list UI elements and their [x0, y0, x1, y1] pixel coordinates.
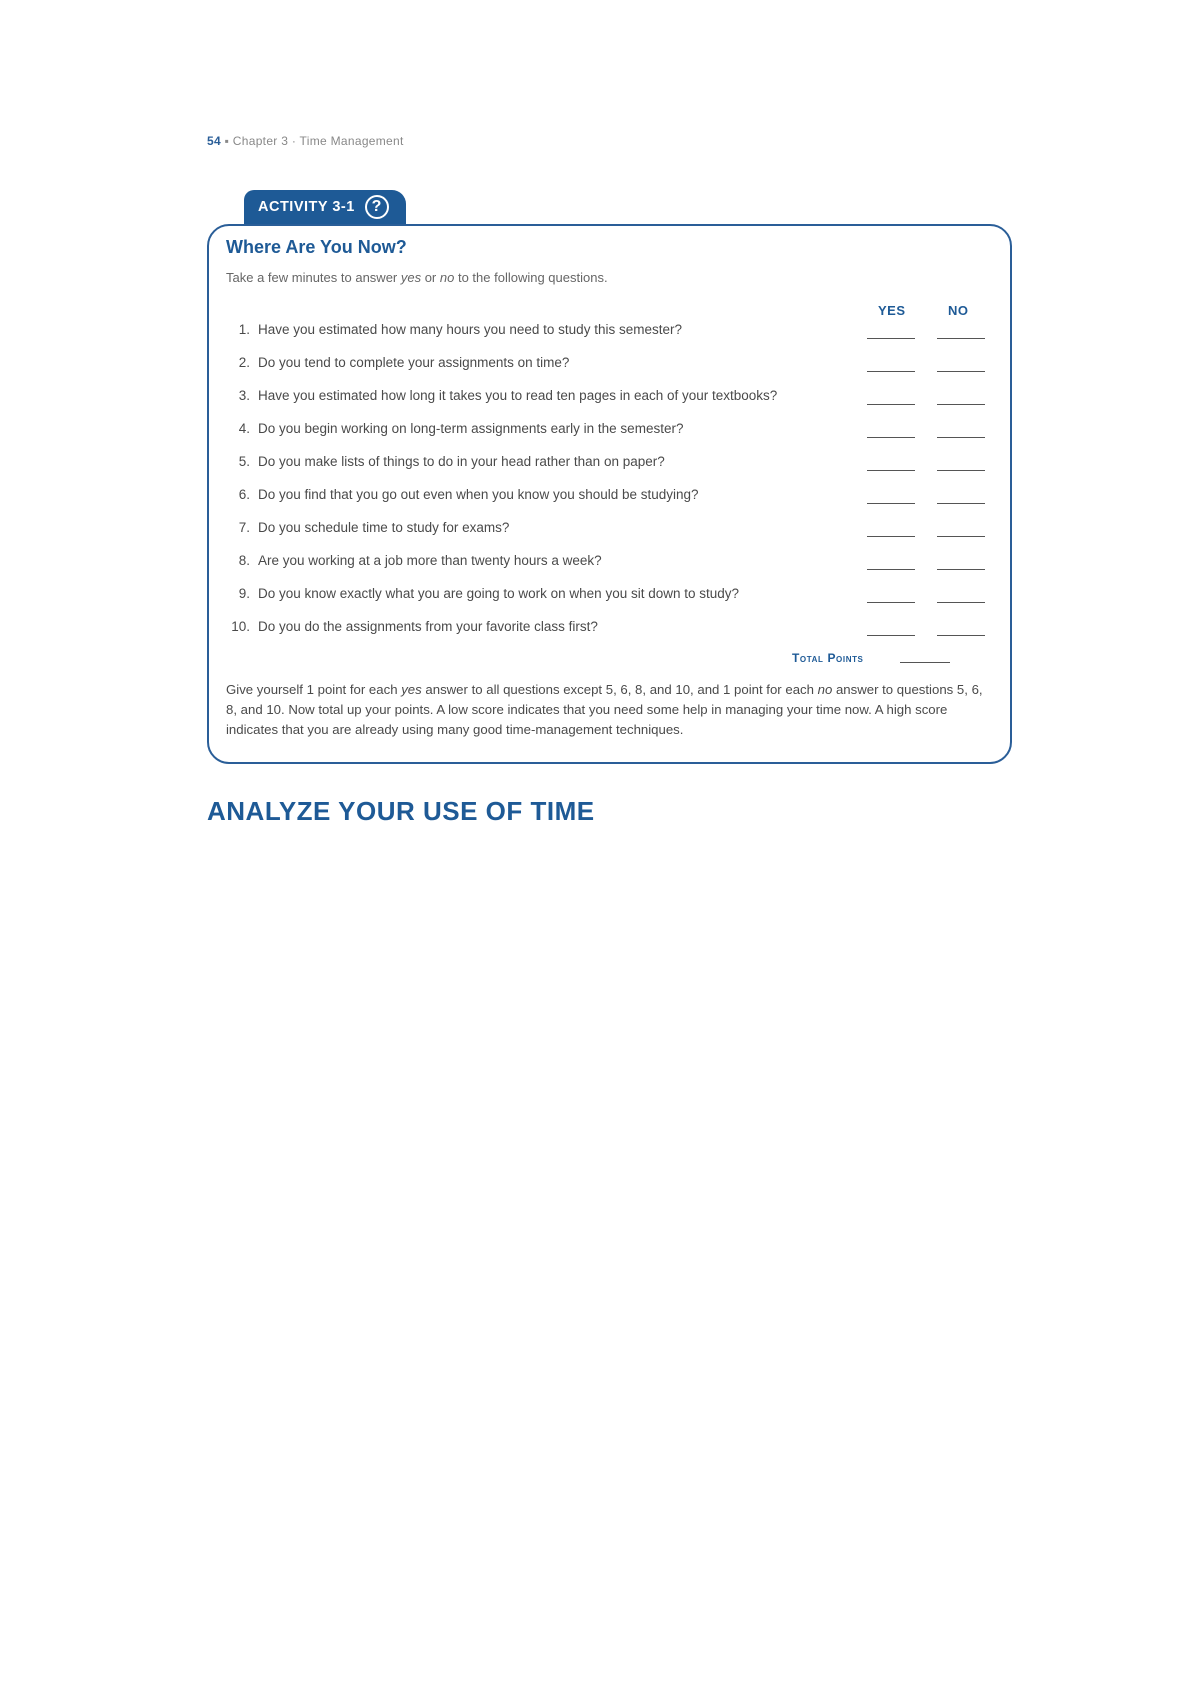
question-text: Do you tend to complete your assignments on time?	[258, 355, 570, 370]
question-number: 2.	[238, 355, 250, 370]
activity-label: ACTIVITY 3-1	[258, 199, 355, 215]
question-number: 9.	[238, 586, 250, 601]
question-row	[226, 421, 986, 441]
question-row	[226, 322, 986, 342]
yes-answer-blank[interactable]	[867, 437, 915, 438]
question-text: Do you do the assignments from your favorite class first?	[258, 619, 598, 634]
question-row	[226, 520, 986, 540]
question-row	[226, 454, 986, 474]
instructions: Take a few minutes to answer yes or no to the following questions.	[226, 270, 608, 285]
yes-answer-blank[interactable]	[867, 371, 915, 372]
no-answer-blank[interactable]	[937, 503, 985, 504]
yes-answer-blank[interactable]	[867, 470, 915, 471]
yes-answer-blank[interactable]	[867, 404, 915, 405]
scoring-instructions: Give yourself 1 point for each yes answer to all questions except 5, 6, 8, and 10, and 1 point for each no answer to questions 5, 6, 8, and 10. Now total up your points. A low score indicates that you need some help in managing your time now. A high score indicates that you are already using many good time-management techniques.	[226, 682, 983, 737]
question-text: Do you find that you go out even when you know you should be studying?	[258, 487, 699, 502]
yes-answer-blank[interactable]	[867, 569, 915, 570]
question-text: Do you begin working on long-term assignments early in the semester?	[258, 421, 684, 436]
question-number: 10.	[231, 619, 250, 634]
question-row	[226, 553, 986, 573]
page-number: 54	[207, 134, 221, 148]
question-number: 3.	[238, 388, 250, 403]
chapter-title: Chapter 3 · Time Management	[232, 134, 404, 148]
yes-answer-blank[interactable]	[867, 536, 915, 537]
question-text: Are you working at a job more than twenty hours a week?	[258, 553, 602, 568]
yes-answer-blank[interactable]	[867, 602, 915, 603]
no-answer-blank[interactable]	[937, 404, 985, 405]
yes-column-header: YES	[878, 303, 906, 318]
question-number: 7.	[238, 520, 250, 535]
activity-tab	[244, 190, 406, 224]
question-number: 8.	[238, 553, 250, 568]
question-text: Have you estimated how long it takes you to read ten pages in each of your textbooks?	[258, 388, 778, 403]
bullet: ▪	[224, 134, 233, 148]
total-points-blank[interactable]	[900, 662, 950, 663]
yes-answer-blank[interactable]	[867, 635, 915, 636]
running-head	[207, 134, 404, 148]
question-row	[226, 388, 986, 408]
no-answer-blank[interactable]	[937, 371, 985, 372]
no-answer-blank[interactable]	[937, 635, 985, 636]
no-answer-blank[interactable]	[937, 536, 985, 537]
yes-answer-blank[interactable]	[867, 503, 915, 504]
question-row	[226, 586, 986, 606]
no-answer-blank[interactable]	[937, 569, 985, 570]
section-heading: ANALYZE YOUR USE OF TIME	[207, 796, 595, 826]
yes-answer-blank[interactable]	[867, 338, 915, 339]
total-points-label: Total Points	[792, 651, 864, 665]
question-number: 4.	[238, 421, 250, 436]
no-column-header: NO	[948, 303, 969, 318]
question-row	[226, 487, 986, 507]
question-row	[226, 355, 986, 375]
question-text: Do you schedule time to study for exams?	[258, 520, 510, 535]
question-text: Do you make lists of things to do in your head rather than on paper?	[258, 454, 665, 469]
question-number: 1.	[238, 322, 250, 337]
no-answer-blank[interactable]	[937, 338, 985, 339]
activity-title: Where Are You Now?	[226, 237, 407, 257]
question-text: Do you know exactly what you are going to work on when you sit down to study?	[258, 586, 740, 601]
question-row	[226, 619, 986, 639]
no-answer-blank[interactable]	[937, 602, 985, 603]
help-icon: ?	[365, 195, 389, 219]
question-text: Have you estimated how many hours you need to study this semester?	[258, 322, 682, 337]
question-number: 6.	[238, 487, 250, 502]
no-answer-blank[interactable]	[937, 470, 985, 471]
no-answer-blank[interactable]	[937, 437, 985, 438]
question-number: 5.	[238, 454, 250, 469]
